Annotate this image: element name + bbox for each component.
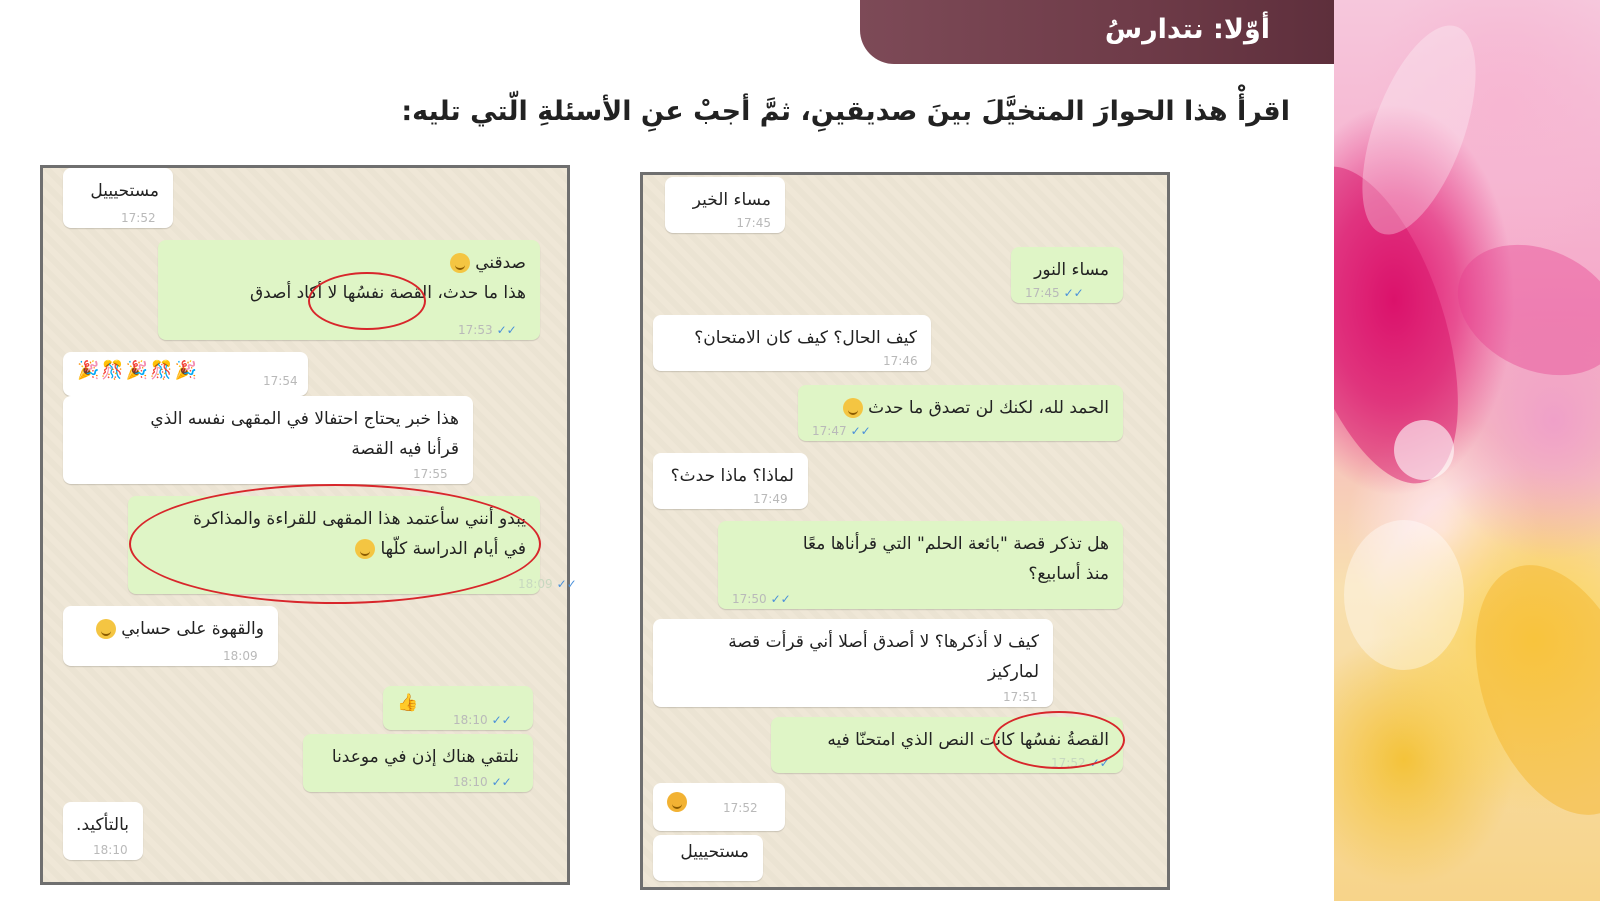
chat-screenshot-left — [40, 165, 577, 885]
message-time: 18:10 — [93, 843, 128, 857]
message-text: لماذا؟ ماذا حدث؟ — [670, 466, 794, 486]
read-receipt-icon: ✓✓ — [850, 424, 871, 438]
message-time: 18:09 ✓✓ — [518, 577, 577, 591]
message-time: 17:55 — [413, 467, 448, 481]
chat-message — [653, 835, 763, 881]
chat-message — [1011, 247, 1123, 303]
message-time: 17:54 — [263, 374, 298, 388]
chat-message — [665, 177, 785, 233]
read-receipt-icon: ✓✓ — [1063, 286, 1084, 300]
chat-screenshot-right — [640, 172, 1170, 890]
read-receipt-icon: ✓✓ — [1089, 756, 1110, 770]
message-text: هل تذكر قصة "بائعة الحلم" التي قرأناها معًا — [802, 534, 1109, 554]
chat-message — [653, 453, 808, 509]
message-time: 17:47 ✓✓ — [812, 424, 871, 438]
flower-decoration-image — [1334, 0, 1600, 901]
message-text: والقهوة على حسابي — [77, 614, 264, 644]
message-time: 17:45 — [736, 216, 771, 230]
chat-message — [653, 315, 931, 371]
chat-message — [653, 783, 785, 831]
message-text: منذ أسابيع؟ — [1028, 564, 1109, 584]
message-text: مستحيييل — [680, 842, 749, 862]
message-text: مساء النور — [1034, 260, 1109, 280]
message-time: 17:49 — [753, 492, 788, 506]
message-text: هذا خبر يحتاج احتفالا في المقهى نفسه الذي — [150, 409, 459, 429]
message-text: الحمد لله، لكنك لن تصدق ما حدث — [812, 393, 1109, 423]
message-text: في أيام الدراسة كلّها — [142, 534, 526, 564]
smile-emoji-icon — [450, 253, 470, 273]
instruction-text: اقرأْ هذا الحوارَ المتخيَّلَ بينَ صديقينِ، ثمَّ أجبْ عنِ الأسئلةِ الّتي تليه: — [401, 96, 1290, 127]
thumbs-up-icon: 👍 — [397, 693, 419, 713]
smile-emoji-icon — [843, 398, 863, 418]
message-text: بالتأكيد. — [76, 815, 129, 835]
message-text: مساء الخير — [692, 190, 771, 210]
chat-message — [653, 619, 1053, 707]
chat-message — [303, 734, 533, 792]
message-time: 17:52 — [723, 801, 758, 815]
surprised-emoji-icon — [667, 792, 687, 812]
highlight-circle — [308, 272, 426, 330]
message-time: 17:53 ✓✓ — [458, 323, 517, 337]
message-time: 17:52 — [121, 211, 156, 225]
message-time: 18:09 — [223, 649, 258, 663]
chat-message — [63, 606, 278, 666]
chat-message — [63, 168, 173, 228]
read-receipt-icon: ✓✓ — [491, 713, 512, 727]
message-text: هذا ما حدث، القصة نفسُها لا أكاد أصدق — [249, 283, 526, 303]
message-time: 17:52 ✓✓ — [1051, 756, 1110, 770]
highlight-circle — [129, 484, 541, 604]
chat-message — [383, 686, 533, 730]
message-time: 17:45 ✓✓ — [1025, 286, 1084, 300]
message-time: 17:51 — [1003, 690, 1038, 704]
chat-message — [718, 521, 1123, 609]
chat-message — [63, 352, 308, 396]
read-receipt-icon: ✓✓ — [491, 775, 512, 789]
message-text: كيف لا أذكرها؟ لا أصدق أصلا أني قرأت قصة — [728, 632, 1039, 652]
message-text: يبدو أنني سأعتمد هذا المقهى للقراءة والمذاكرة — [193, 509, 526, 529]
laugh-emoji-icon — [96, 619, 116, 639]
message-time: 18:10 ✓✓ — [453, 713, 512, 727]
read-receipt-icon: ✓✓ — [496, 323, 517, 337]
message-text: صدقني — [172, 248, 526, 278]
read-receipt-icon: ✓✓ — [556, 577, 577, 591]
message-time: 17:46 — [883, 354, 918, 368]
highlight-circle — [993, 711, 1125, 769]
message-time: 18:10 ✓✓ — [453, 775, 512, 789]
chat-message — [63, 802, 143, 860]
message-text: القصةُ نفسُها كانت النص الذي امتحنّا فيه — [827, 730, 1109, 750]
message-text: لماركيز — [988, 662, 1039, 682]
section-title: أوّلا: نتدارسُ — [1104, 14, 1270, 45]
message-time: 17:50 ✓✓ — [732, 592, 791, 606]
chat-message — [798, 385, 1123, 441]
message-text: مستحيييل — [90, 181, 159, 201]
party-emoji-row: 🎉🎊🎉🎊🎉 — [77, 360, 200, 381]
read-receipt-icon: ✓✓ — [770, 592, 791, 606]
message-text: نلتقي هناك إذن في موعدنا — [331, 747, 519, 767]
message-text: قرأنا فيه القصة — [351, 439, 459, 459]
message-text: كيف الحال؟ كيف كان الامتحان؟ — [694, 328, 917, 348]
chat-message — [63, 396, 473, 484]
section-banner — [860, 0, 1334, 64]
